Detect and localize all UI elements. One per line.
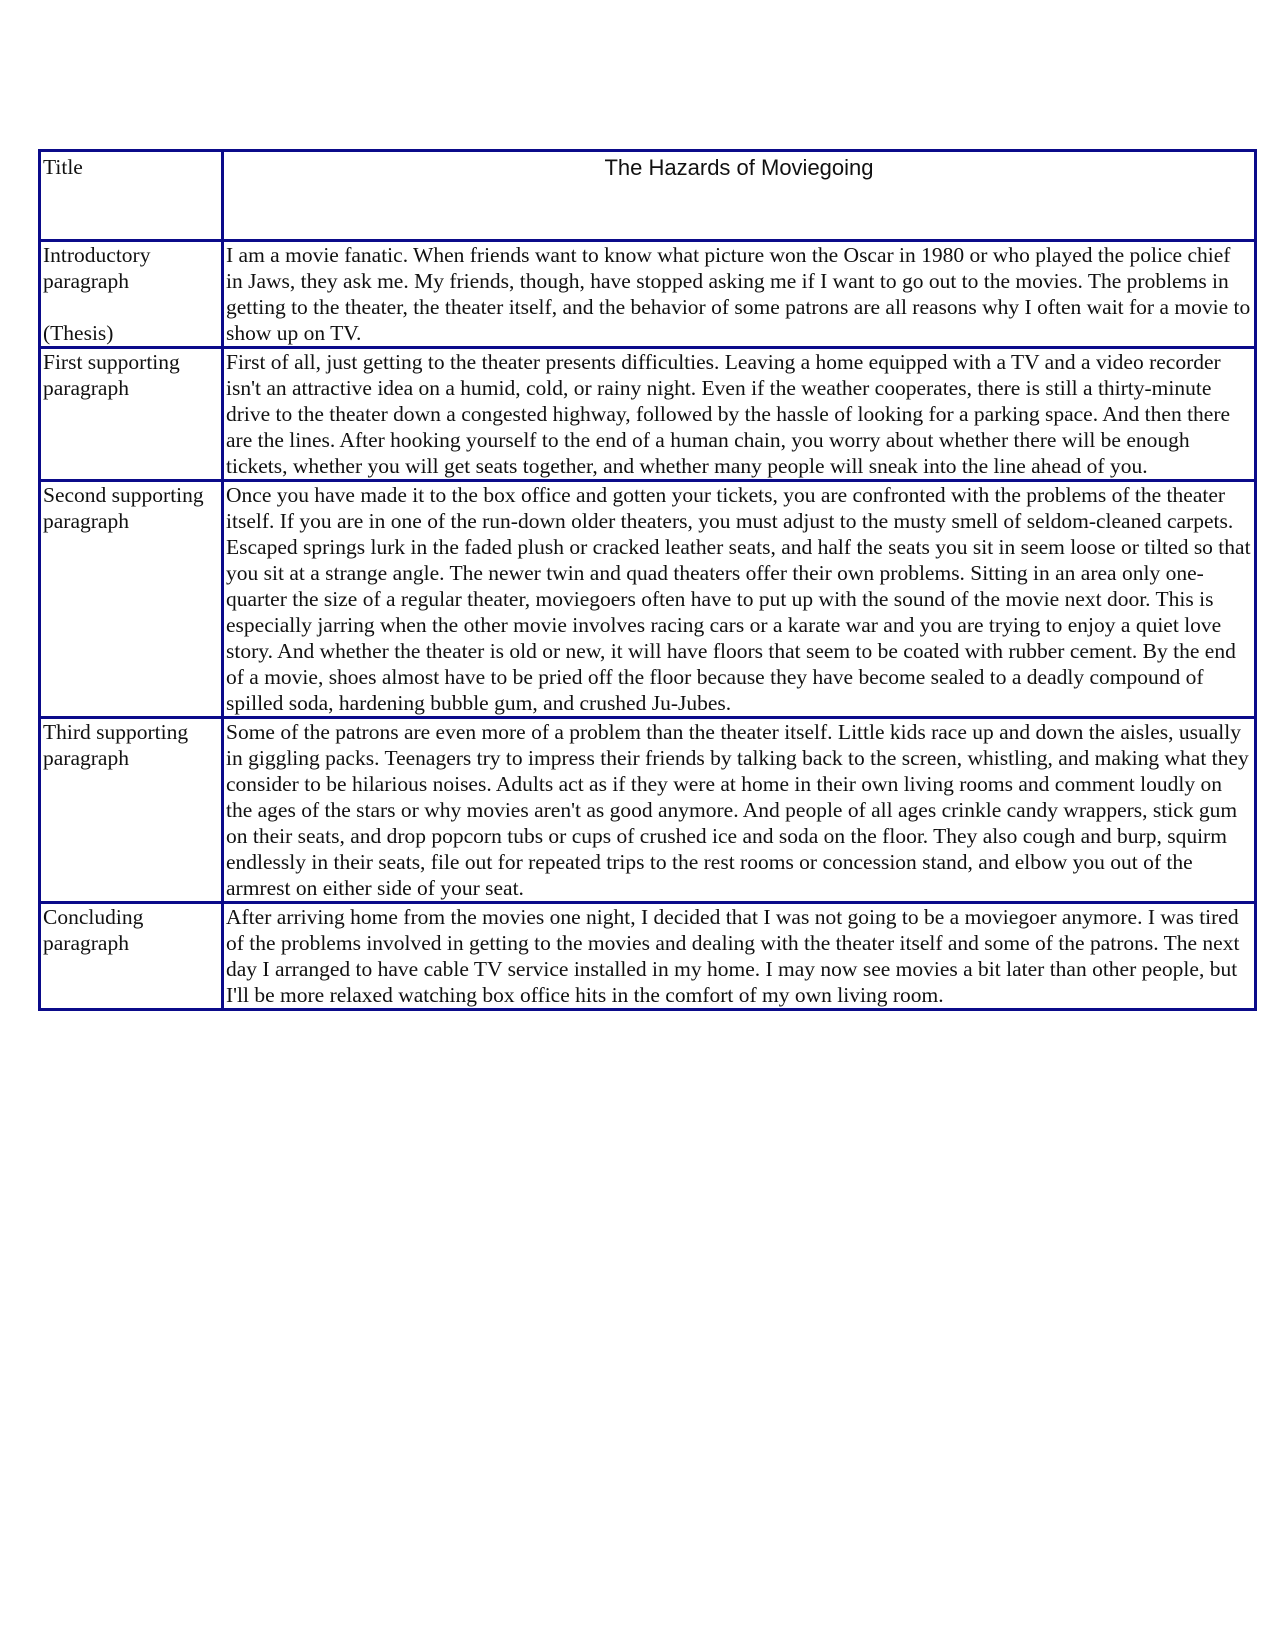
intro-row: [40, 241, 1256, 348]
concluding-label: Concluding paragraph: [40, 903, 223, 1010]
third-supporting-row: [40, 718, 1256, 903]
essay-title: The Hazards of Moviegoing: [223, 151, 1256, 241]
intro-paragraph: I am a movie fanatic. When friends want to know what picture won the Oscar in 1980 or who played the police chief in Jaws, they ask me. My friends, though, have stopped asking me if I want to go out to the movies. The problems in getting to the theater, the theater itself, and the behavior of some patrons are all reasons why I often wait for a movie to show up on TV.: [223, 241, 1256, 348]
thesis-note: (Thesis): [43, 321, 114, 345]
title-row: [40, 151, 1256, 241]
concluding-row: [40, 903, 1256, 1010]
second-supporting-label: Second supporting paragraph: [40, 481, 223, 718]
second-supporting-row: [40, 481, 1256, 718]
intro-label: [40, 241, 223, 348]
intro-label-line2: paragraph: [43, 269, 129, 293]
first-supporting-label: First supporting paragraph: [40, 348, 223, 481]
third-supporting-paragraph: Some of the patrons are even more of a problem than the theater itself. Little kids race up and down the aisles, usually in giggling packs. Teenagers try to impress their friends by talking back to the screen, whistling, and making what they consider to be hilarious noises. Adults act as if they were at home in their own living rooms and comment loudly on the ages of the stars or why movies aren't as good anymore. And people of all ages crinkle candy wrappers, stick gum on their seats, and drop popcorn tubs or cups of crushed ice and soda on the floor. They also cough and burp, squirm endlessly in their seats, file out for repeated trips to the rest rooms or concession stand, and elbow you out of the armrest on either side of your seat.: [223, 718, 1256, 903]
concluding-paragraph: After arriving home from the movies one night, I decided that I was not going to be a moviegoer anymore. I was tired of the problems involved in getting to the movies and dealing with the theater itself and some of the patrons. The next day I arranged to have cable TV service installed in my home. I may now see movies a bit later than other people, but I'll be more relaxed watching box office hits in the comfort of my own living room.: [223, 903, 1256, 1010]
first-supporting-paragraph: First of all, just getting to the theater presents difficulties. Leaving a home equipped with a TV and a video recorder isn't an attractive idea on a humid, cold, or rainy night. Even if the weather cooperates, there is still a thirty-minute drive to the theater down a congested highway, followed by the hassle of looking for a parking space. And then there are the lines. After hooking yourself to the end of a human chain, you worry about whether there will be enough tickets, whether you will get seats together, and whether many people will sneak into the line ahead of you.: [223, 348, 1256, 481]
first-supporting-row: [40, 348, 1256, 481]
third-supporting-label: Third supporting paragraph: [40, 718, 223, 903]
intro-label-line1: Introductory: [43, 243, 151, 267]
second-supporting-paragraph: Once you have made it to the box office and gotten your tickets, you are confronted with the problems of the theater itself. If you are in one of the run-down older theaters, you must adjust to the musty smell of seldom-cleaned carpets. Escaped springs lurk in the faded plush or cracked leather seats, and half the seats you sit in seem loose or tilted so that you sit at a strange angle. The newer twin and quad theaters offer their own problems. Sitting in an area only one-quarter the size of a regular theater, moviegoers often have to put up with the sound of the movie next door. This is especially jarring when the other movie involves racing cars or a karate war and you are trying to enjoy a quiet love story. And whether the theater is old or new, it will have floors that seem to be coated with rubber cement. By the end of a movie, shoes almost have to be pried off the floor because they have become sealed to a deadly compound of spilled soda, hardening bubble gum, and crushed Ju-Jubes.: [223, 481, 1256, 718]
essay-outline-table: [38, 149, 1257, 1011]
title-label: Title: [40, 151, 223, 241]
